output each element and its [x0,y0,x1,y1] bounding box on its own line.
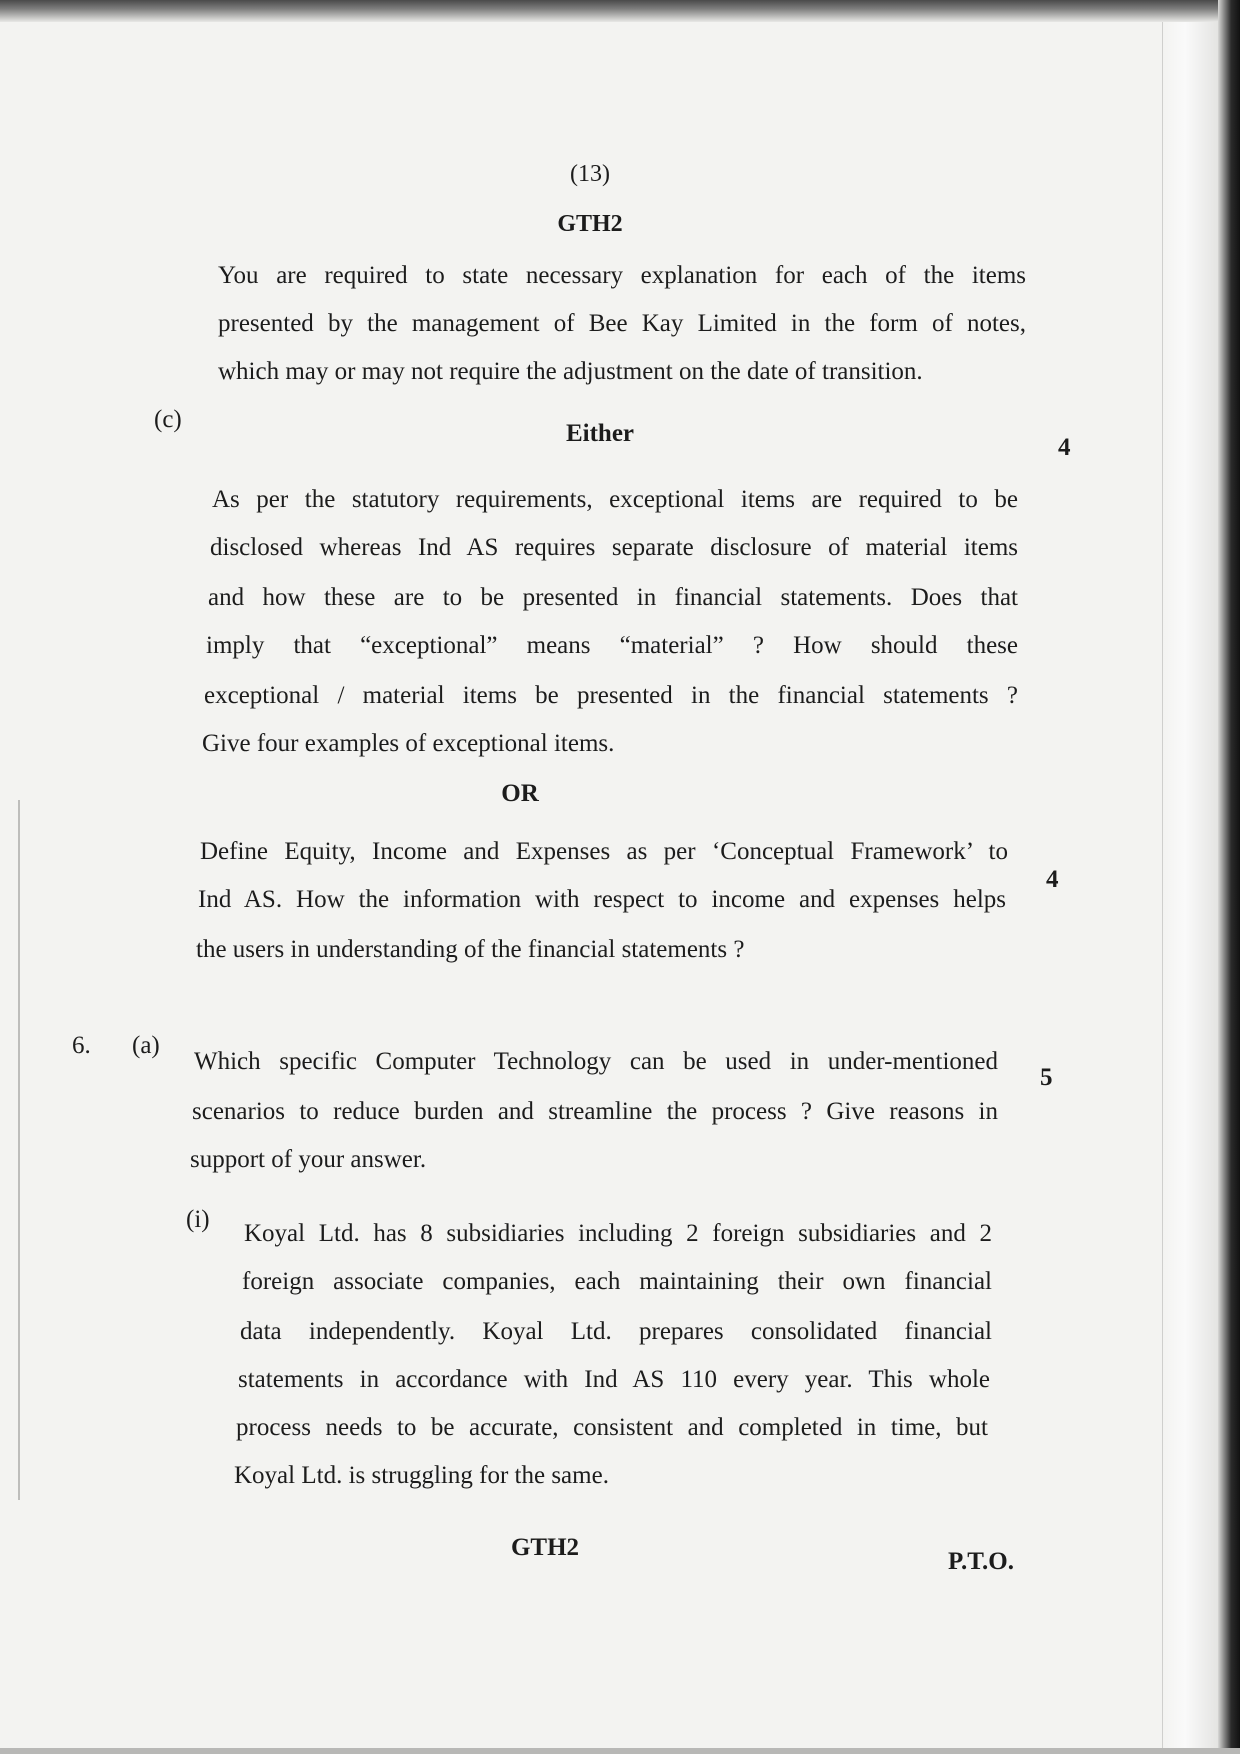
or-line-2: Ind AS. How the information with respect to income and expenses helps [198,886,1006,913]
intro-line-2: presented by the management of Bee Kay Limited in the form of notes, [218,310,1026,337]
sub-i-line-1: Koyal Ltd. has 8 subsidiaries including 2 foreign subsidiaries and 2 [244,1220,992,1247]
or-line-1: Define Equity, Income and Expenses as per ‘Conceptual Framework’ to [200,838,1008,865]
either-heading: Either [565,420,635,447]
or-line-3: the users in understanding of the financial statements ? [196,936,745,963]
q6a-line-2: scenarios to reduce burden and streamline the process ? Give reasons in [192,1098,998,1125]
marks-q6a: 5 [1040,1064,1053,1091]
either-line-5: exceptional / material items be presented in the financial statements ? [204,682,1018,709]
scan-bottom-edge [0,1748,1240,1754]
sub-i-label: (i) [186,1206,210,1233]
scan-page-fold [1162,22,1218,1754]
marks-either: 4 [1058,434,1071,461]
either-line-4: imply that “exceptional” means “material” ? How should these [206,632,1018,659]
sub-i-line-6: Koyal Ltd. is struggling for the same. [234,1462,609,1489]
q6a-line-3: support of your answer. [190,1146,427,1173]
question-6-number: 6. [72,1032,91,1059]
either-line-1: As per the statutory requirements, exceptional items are required to be [212,486,1018,513]
page-number: (13) [570,161,610,187]
marks-or: 4 [1046,866,1059,893]
part-a-label: (a) [132,1032,160,1059]
either-line-3: and how these are to be presented in financial statements. Does that [208,584,1018,611]
sub-i-line-2: foreign associate companies, each maintaining their own financial [242,1268,992,1295]
either-line-6: Give four examples of exceptional items. [202,730,615,757]
or-heading: OR [501,780,539,807]
scan-right-edge [1218,0,1240,1754]
paper-code-header: GTH2 [557,211,623,237]
part-c-label: (c) [154,406,182,433]
either-line-2: disclosed whereas Ind AS requires separate disclosure of material items [210,534,1018,561]
pto-label: P.T.O. [948,1548,1014,1575]
scan-top-edge [0,0,1240,22]
intro-line-1: You are required to state necessary explanation for each of the items [218,262,1026,289]
scan-left-line [18,800,20,1500]
q6a-line-1: Which specific Computer Technology can be used in under-mentioned [194,1048,998,1075]
paper-code-footer: GTH2 [510,1534,580,1561]
sub-i-line-3: data independently. Koyal Ltd. prepares consolidated financial [240,1318,992,1345]
intro-line-3: which may or may not require the adjustment on the date of transition. [218,358,923,385]
sub-i-line-5: process needs to be accurate, consistent and completed in time, but [236,1414,988,1441]
sub-i-line-4: statements in accordance with Ind AS 110 every year. This whole [238,1366,990,1393]
